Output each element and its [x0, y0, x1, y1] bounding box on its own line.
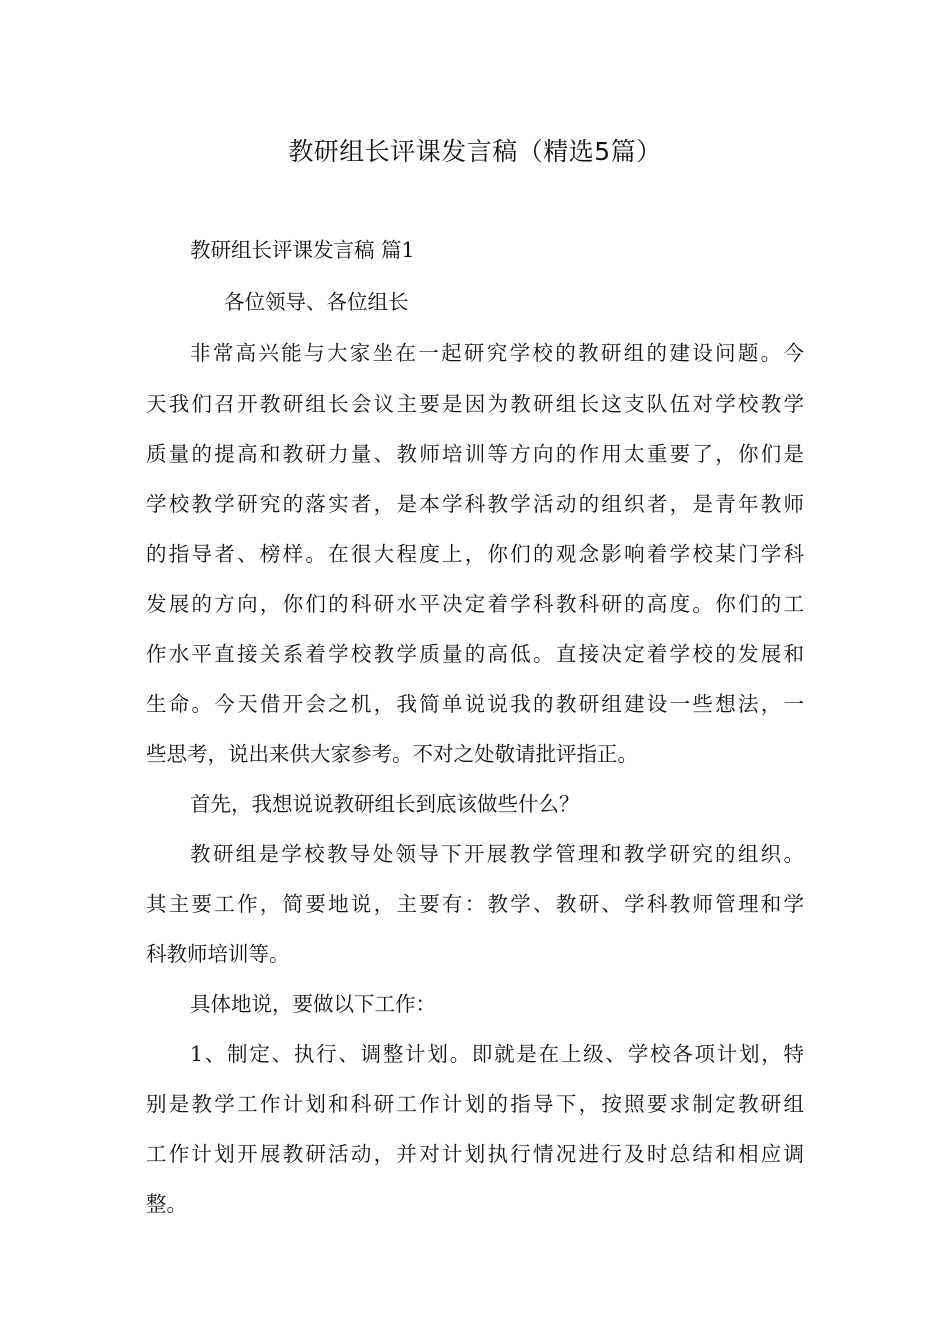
paragraph-line: 天我们召开教研组长会议主要是因为教研组长这支队伍对学校教学: [146, 392, 804, 416]
paragraph-line: 1、制定、执行、调整计划。即就是在上级、学校各项计划，特: [190, 1042, 804, 1066]
section-heading: 教研组长评课发言稿 篇1: [190, 238, 415, 262]
paragraph-line: 质量的提高和教研力量、教师培训等方向的作用太重要了，你们是: [146, 442, 804, 466]
paragraph-line: 非常高兴能与大家坐在一起研究学校的教研组的建设问题。今: [190, 341, 804, 365]
paragraph-line: 具体地说，要做以下工作：: [190, 992, 436, 1016]
salutation: 各位领导、各位组长: [224, 290, 409, 314]
document-title: 教研组长评课发言稿（精选5篇）: [288, 137, 662, 166]
paragraph-line: 工作计划开展教研活动，并对计划执行情况进行及时总结和相应调: [146, 1142, 804, 1166]
paragraph-line: 作水平直接关系着学校教学质量的高低。直接决定着学校的发展和: [146, 642, 804, 666]
paragraph-line: 别是教学工作计划和科研工作计划的指导下，按照要求制定教研组: [146, 1092, 804, 1116]
paragraph-line: 教研组是学校教导处领导下开展教学管理和教学研究的组织。: [190, 842, 804, 866]
paragraph-line: 学校教学研究的落实者，是本学科教学活动的组织者，是青年教师: [146, 492, 804, 516]
paragraph-line: 科教师培训等。: [146, 942, 290, 966]
paragraph-line: 整。: [146, 1192, 187, 1216]
paragraph-line: 首先，我想说说教研组长到底该做些什么？: [190, 792, 580, 816]
paragraph-line: 生命。今天借开会之机，我简单说说我的教研组建设一些想法，一: [146, 692, 804, 716]
paragraph-line: 的指导者、榜样。在很大程度上，你们的观念影响着学校某门学科: [146, 542, 804, 566]
paragraph-line: 发展的方向，你们的科研水平决定着学科教科研的高度。你们的工: [146, 592, 804, 616]
paragraph-line: 些思考，说出来供大家参考。不对之处敬请批评指正。: [146, 742, 638, 766]
paragraph-line: 其主要工作，简要地说，主要有：教学、教研、学科教师管理和学: [146, 892, 804, 916]
